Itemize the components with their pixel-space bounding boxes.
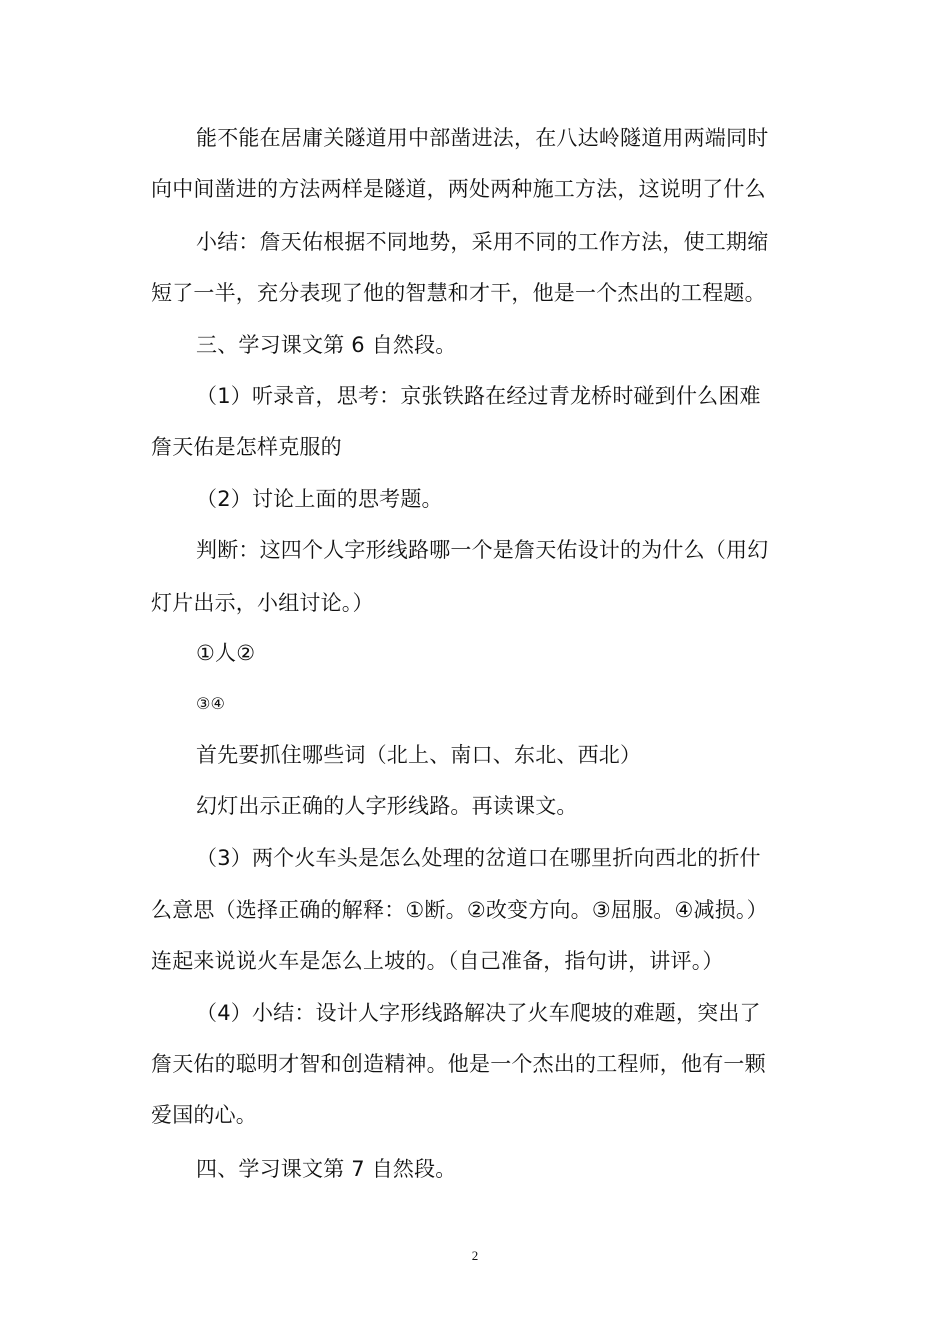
text-line: （1）听录音，思考：京张铁路在经过青龙桥时碰到什么困难: [196, 384, 761, 408]
text-line: 首先要抓住哪些词（北上、南口、东北、西北）: [196, 743, 642, 767]
text-line: ①人②: [196, 641, 256, 665]
text-line: 短了一半，充分表现了他的智慧和才干，他是一个杰出的工程题。: [151, 281, 766, 305]
text-line: 灯片出示，小组讨论。）: [151, 591, 374, 615]
text-line: 向中间凿进的方法两样是隧道，两处两种施工方法，这说明了什么: [151, 177, 766, 201]
section-heading: 四、学习课文第 7 自然段。: [196, 1157, 457, 1181]
text-line: （4）小结：设计人字形线路解决了火车爬坡的难题，突出了: [196, 1001, 761, 1025]
text-line: 小结：詹天佑根据不同地势，采用不同的工作方法，使工期缩: [196, 230, 769, 254]
text-line: 幻灯出示正确的人字形线路。再读课文。: [196, 794, 578, 818]
page-number: 2: [471, 1248, 479, 1263]
text-line: 詹天佑是怎样克服的: [151, 435, 342, 459]
text-line: 么意思（选择正确的解释：①断。②改变方向。③屈服。④减损。）: [151, 898, 768, 922]
section-heading: 三、学习课文第 6 自然段。: [196, 333, 457, 357]
text-line: （3）两个火车头是怎么处理的岔道口在哪里折向西北的折什: [196, 846, 761, 870]
text-line: 连起来说说火车是怎么上坡的。（自己准备，指句讲，讲评。）: [151, 949, 724, 973]
text-line: 能不能在居庸关隧道用中部凿进法，在八达岭隧道用两端同时: [196, 126, 769, 150]
text-line: 判断：这四个人字形线路哪一个是詹天佑设计的为什么（用幻: [196, 538, 769, 562]
text-line: 詹天佑的聪明才智和创造精神。他是一个杰出的工程师，他有一颗: [151, 1052, 766, 1076]
text-line: （2）讨论上面的思考题。: [196, 487, 443, 511]
text-line: ③④: [196, 694, 226, 713]
text-line: 爱国的心。: [151, 1103, 257, 1127]
